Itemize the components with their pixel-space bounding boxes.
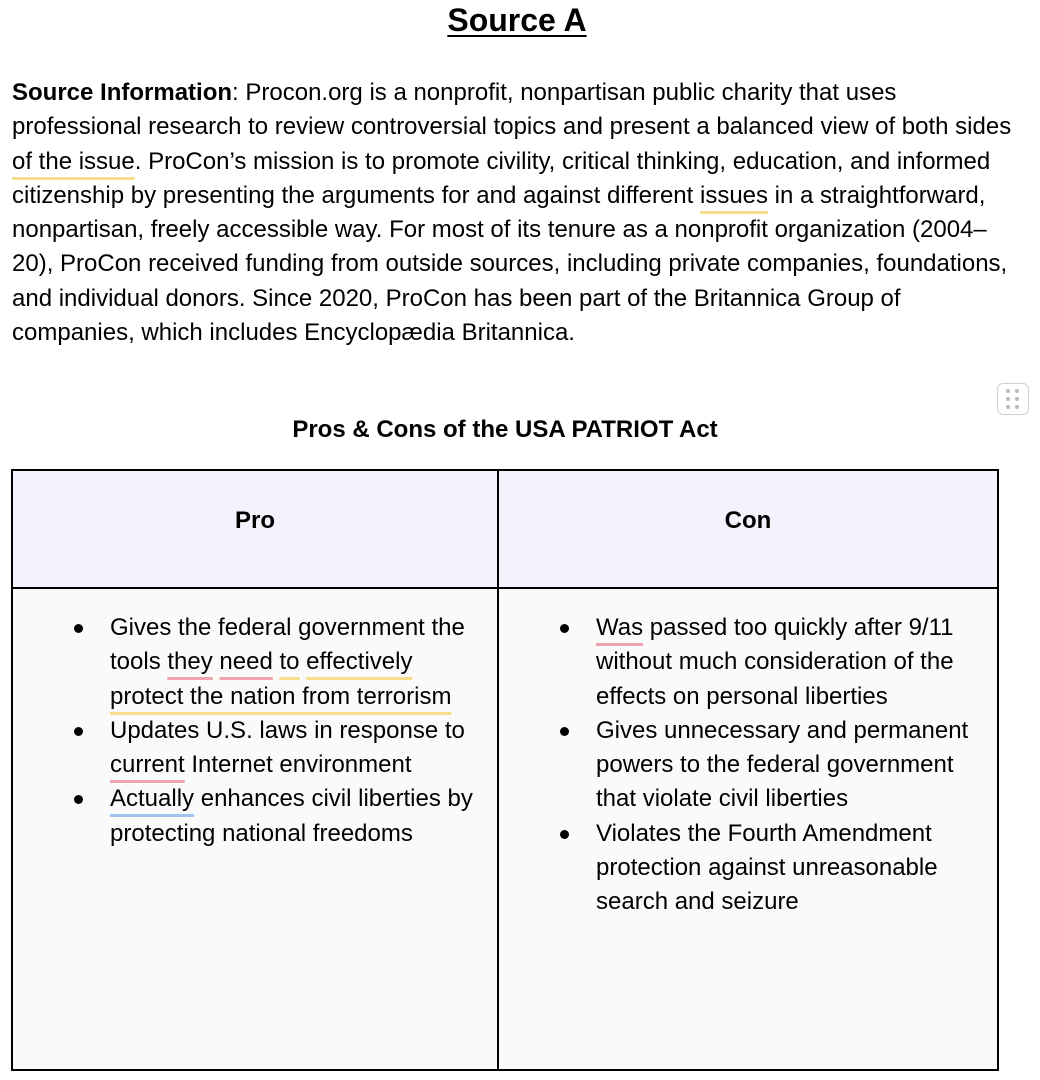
pros-cons-table xyxy=(11,469,999,1071)
pro-cell[interactable] xyxy=(12,588,498,1070)
text-segment: in a straightforward, nonpartisan, freely accessible way. For most of its tenure as a nonprofit organization (2004–20), ProCon received funding from outside sources, including private companies, foundations, and individual donors. Since 2020, ProCon has been part of the Britannica Group of companies, which includes Encyclopædia Britannica. xyxy=(12,181,1008,347)
colon: : xyxy=(232,79,246,106)
pro-item: Gives the federal government the tools they need to effectively protect the nation from terrorism xyxy=(13,611,497,714)
spelling-suggestion[interactable]: Was xyxy=(596,614,644,641)
text-segment: Procon.org is a nonprofit, nonpartisan public charity that uses professional research to review controversial topics and present a balanced view of both sides xyxy=(12,79,1012,141)
spelling-suggestion[interactable]: current xyxy=(110,751,185,779)
con-header: Con xyxy=(498,470,998,588)
table-title: Pros & Cons of the USA PATRIOT Act xyxy=(292,416,718,443)
con-item: Gives unnecessary and permanent powers to the federal government that violate civil liberties xyxy=(499,714,997,817)
page-title: Source A xyxy=(447,2,587,38)
con-list xyxy=(499,611,997,920)
pro-item: Updates U.S. laws in response to current Internet environment xyxy=(13,714,497,783)
style-suggestion[interactable]: Actually xyxy=(110,785,195,813)
con-item: Violates the Fourth Amendment protection against unreasonable search and seizure xyxy=(499,817,997,920)
grammar-suggestion[interactable]: effectively protect the nation from terrorism xyxy=(110,648,452,710)
pro-list xyxy=(13,611,497,851)
pro-header: Pro xyxy=(12,470,498,588)
spelling-suggestion[interactable]: they xyxy=(167,648,213,676)
con-item: Was passed too quickly after 9/11 without much consideration of the effects on personal liberties xyxy=(499,611,997,714)
grammar-suggestion[interactable]: to xyxy=(279,648,300,676)
text-segment: . ProCon’s mission is to promote civility, critical thinking, education, and informed citizenship by presenting the arguments for and against different xyxy=(12,147,991,209)
source-information-paragraph xyxy=(12,76,1012,350)
source-information-label: Source Information xyxy=(12,79,233,106)
grammar-suggestion[interactable]: issues xyxy=(699,181,769,209)
table-drag-handle-icon[interactable] xyxy=(997,383,1029,415)
pro-item: Actually enhances civil liberties by protecting national freedoms xyxy=(13,782,497,851)
con-cell[interactable] xyxy=(498,588,998,1070)
grammar-suggestion[interactable]: of the issue xyxy=(12,147,135,175)
spelling-suggestion[interactable]: need xyxy=(219,648,273,676)
